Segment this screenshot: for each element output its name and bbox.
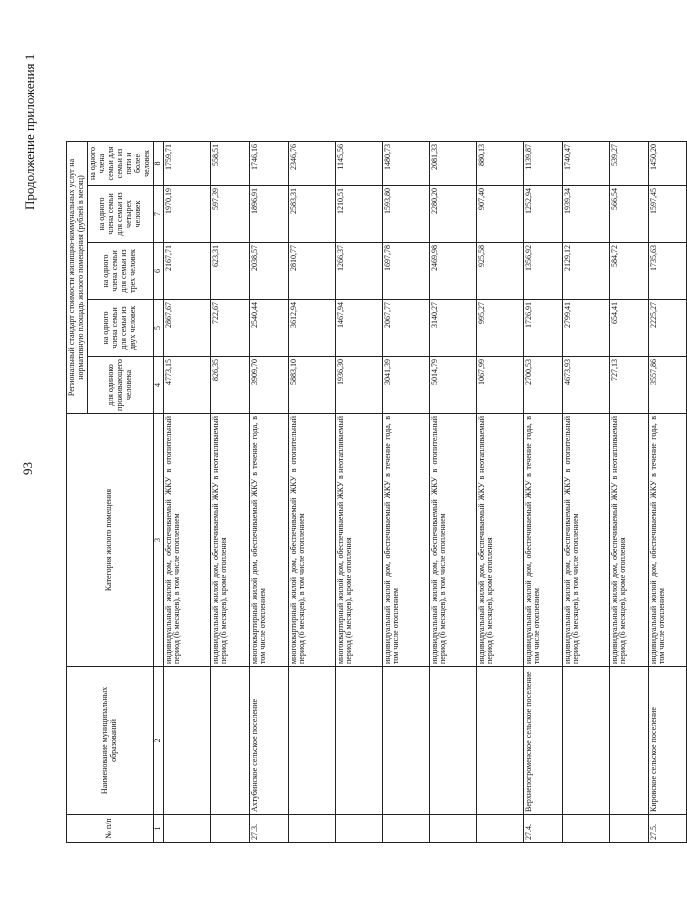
municipality-name-cell bbox=[210, 667, 249, 815]
cost-standard-table bbox=[66, 141, 687, 843]
category-cell: индивидуальный жилой дом, обеспечиваемый ЖКУ в течение года, в том числе отоплением bbox=[523, 414, 562, 667]
value-cell: 2810,77 bbox=[288, 243, 335, 300]
category-cell: индивидуальный жилой дом, обеспечиваемый ЖКУ в неотапливаемый период (6 месяцев), кроме отопления bbox=[210, 414, 249, 667]
category-cell: индивидуальный жилой дом, обеспечиваемый ЖКУ в отопительный период (6 месяцев), в том числе отоплением bbox=[429, 414, 476, 667]
value-cell: 3041,39 bbox=[382, 357, 429, 414]
value-cell: 2469,98 bbox=[429, 243, 476, 300]
value-cell: 2346,76 bbox=[288, 142, 335, 186]
value-cell: 4773,15 bbox=[163, 357, 210, 414]
value-cell: 2700,53 bbox=[523, 357, 562, 414]
value-cell: 1356,92 bbox=[523, 243, 562, 300]
value-cell: 995,27 bbox=[476, 300, 523, 357]
category-cell: индивидуальный жилой дом, обеспечиваемый ЖКУ в неотапливаемый период (6 месяцев), кроме отопления bbox=[609, 414, 648, 667]
value-cell: 2867,67 bbox=[163, 300, 210, 357]
table-body bbox=[163, 142, 686, 843]
index-cell: 3 bbox=[153, 414, 163, 667]
value-cell: 1450,20 bbox=[648, 142, 686, 186]
header-col4: для одиноко проживающего человека bbox=[87, 357, 153, 414]
value-cell: 1467,94 bbox=[335, 300, 382, 357]
value-cell: 3612,94 bbox=[288, 300, 335, 357]
value-cell: 2038,57 bbox=[249, 243, 288, 300]
value-cell: 654,41 bbox=[609, 300, 648, 357]
value-cell: 1726,91 bbox=[523, 300, 562, 357]
index-cell: 1 bbox=[153, 815, 163, 843]
value-cell: 1139,87 bbox=[523, 142, 562, 186]
value-cell: 4673,93 bbox=[562, 357, 609, 414]
value-cell: 558,51 bbox=[210, 142, 249, 186]
value-cell: 3909,70 bbox=[249, 357, 288, 414]
header-col8: на одного члена семьи для семьи из пяти и более человек bbox=[87, 142, 153, 186]
page-number: 93 bbox=[20, 462, 35, 475]
value-cell: 2583,31 bbox=[288, 186, 335, 243]
row-number-cell bbox=[163, 815, 210, 843]
municipality-name-cell bbox=[476, 667, 523, 815]
row-number-cell bbox=[562, 815, 609, 843]
row-number-cell bbox=[476, 815, 523, 843]
value-cell: 880,13 bbox=[476, 142, 523, 186]
value-cell: 2280,20 bbox=[429, 186, 476, 243]
municipality-name-cell bbox=[335, 667, 382, 815]
municipality-name-cell bbox=[429, 667, 476, 815]
value-cell: 1746,16 bbox=[249, 142, 288, 186]
index-cell: 7 bbox=[153, 186, 163, 243]
index-cell: 4 bbox=[153, 357, 163, 414]
value-cell: 1936,30 bbox=[335, 357, 382, 414]
value-cell: 1759,71 bbox=[163, 142, 210, 186]
table-row bbox=[609, 142, 648, 843]
value-cell: 566,54 bbox=[609, 186, 648, 243]
category-cell: индивидуальный жилой дом, обеспечиваемый ЖКУ в течение года, в том числе отоплением bbox=[382, 414, 429, 667]
value-cell: 3140,27 bbox=[429, 300, 476, 357]
index-cell: 6 bbox=[153, 243, 163, 300]
value-cell: 5883,10 bbox=[288, 357, 335, 414]
table-row bbox=[335, 142, 382, 843]
table-row bbox=[382, 142, 429, 843]
header-col6: на одного члена семьи для семьи из трех человек bbox=[87, 243, 153, 300]
table-row bbox=[523, 142, 562, 843]
value-cell: 925,58 bbox=[476, 243, 523, 300]
header-standard: Региональный стандарт стоимости жилищно-коммунальных услуг на нормативную площадь жилого помещения (рублей в месяц) bbox=[67, 142, 88, 414]
value-cell: 1252,94 bbox=[523, 186, 562, 243]
header-num: № п/п bbox=[67, 815, 154, 843]
row-number-cell bbox=[382, 815, 429, 843]
table-row bbox=[429, 142, 476, 843]
row-number-cell bbox=[210, 815, 249, 843]
table-row bbox=[562, 142, 609, 843]
value-cell: 2167,71 bbox=[163, 243, 210, 300]
value-cell: 907,40 bbox=[476, 186, 523, 243]
municipality-name-cell: Ахтубинское сельское поселение bbox=[249, 667, 288, 815]
value-cell: 2799,41 bbox=[562, 300, 609, 357]
value-cell: 3557,86 bbox=[648, 357, 686, 414]
value-cell: 1896,91 bbox=[249, 186, 288, 243]
category-cell: индивидуальный жилой дом, обеспечиваемый ЖКУ в отопительный период (6 месяцев), в том числе отоплением bbox=[163, 414, 210, 667]
value-cell: 5014,79 bbox=[429, 357, 476, 414]
category-cell: индивидуальный жилой дом, обеспечиваемый ЖКУ в отопительный период (6 месяцев), в том числе отоплением bbox=[562, 414, 609, 667]
row-number-cell: 27.3. bbox=[249, 815, 288, 843]
value-cell: 1597,45 bbox=[648, 186, 686, 243]
municipality-name-cell bbox=[609, 667, 648, 815]
header-col5: на одного члена семьи для семьи из двух человек bbox=[87, 300, 153, 357]
row-number-cell bbox=[288, 815, 335, 843]
municipality-name-cell bbox=[163, 667, 210, 815]
value-cell: 727,13 bbox=[609, 357, 648, 414]
value-cell: 1067,99 bbox=[476, 357, 523, 414]
table-row bbox=[648, 142, 686, 843]
category-cell: индивидуальный жилой дом, обеспечиваемый ЖКУ в течение года, в том числе отоплением bbox=[648, 414, 686, 667]
value-cell: 2129,12 bbox=[562, 243, 609, 300]
header-col7: на одного члена семьи для семьи из четырех человек bbox=[87, 186, 153, 243]
row-number-cell: 27.4. bbox=[523, 815, 562, 843]
value-cell: 2067,77 bbox=[382, 300, 429, 357]
municipality-name-cell bbox=[288, 667, 335, 815]
municipality-name-cell: Кировское сельское поселение bbox=[648, 667, 686, 815]
value-cell: 1266,37 bbox=[335, 243, 382, 300]
value-cell: 1480,73 bbox=[382, 142, 429, 186]
value-cell: 1697,78 bbox=[382, 243, 429, 300]
value-cell: 1740,47 bbox=[562, 142, 609, 186]
category-cell: индивидуальный жилой дом, обеспечиваемый ЖКУ в неотапливаемый период (6 месяцев), кроме отопления bbox=[476, 414, 523, 667]
value-cell: 539,27 bbox=[609, 142, 648, 186]
value-cell: 1939,34 bbox=[562, 186, 609, 243]
row-number-cell bbox=[609, 815, 648, 843]
table-row bbox=[210, 142, 249, 843]
column-index-row bbox=[153, 142, 163, 843]
continuation-label: Продолжение приложения 1 bbox=[22, 53, 37, 210]
row-number-cell bbox=[429, 815, 476, 843]
index-cell: 2 bbox=[153, 667, 163, 815]
value-cell: 2081,33 bbox=[429, 142, 476, 186]
row-number-cell: 27.5. bbox=[648, 815, 686, 843]
value-cell: 1593,80 bbox=[382, 186, 429, 243]
value-cell: 1145,56 bbox=[335, 142, 382, 186]
category-cell: многоквартирный жилой дом, обеспечиваемый ЖКУ в неотапливаемый период (6 месяцев), кроме отопления bbox=[335, 414, 382, 667]
table-row bbox=[163, 142, 210, 843]
municipality-name-cell bbox=[562, 667, 609, 815]
row-number-cell bbox=[335, 815, 382, 843]
value-cell: 623,31 bbox=[210, 243, 249, 300]
value-cell: 826,35 bbox=[210, 357, 249, 414]
municipality-name-cell bbox=[382, 667, 429, 815]
category-cell: многоквартирный жилой дом, обеспечиваемый ЖКУ в течение года, в том числе отоплением bbox=[249, 414, 288, 667]
header-category: Категория жилого помещения bbox=[67, 414, 154, 667]
value-cell: 1210,51 bbox=[335, 186, 382, 243]
table-row bbox=[476, 142, 523, 843]
table-row bbox=[288, 142, 335, 843]
table-row bbox=[249, 142, 288, 843]
value-cell: 1735,63 bbox=[648, 243, 686, 300]
category-cell: многоквартирный жилой дом, обеспечиваемый ЖКУ в отопительный период (6 месяцев), в том числе отоплением bbox=[288, 414, 335, 667]
index-cell: 8 bbox=[153, 142, 163, 186]
index-cell: 5 bbox=[153, 300, 163, 357]
value-cell: 1970,19 bbox=[163, 186, 210, 243]
value-cell: 2225,27 bbox=[648, 300, 686, 357]
value-cell: 2540,44 bbox=[249, 300, 288, 357]
municipality-name-cell: Верхнепогроменское сельское поселение bbox=[523, 667, 562, 815]
header-name: Наименование муниципальных образований bbox=[67, 667, 154, 815]
value-cell: 597,39 bbox=[210, 186, 249, 243]
value-cell: 584,72 bbox=[609, 243, 648, 300]
value-cell: 722,67 bbox=[210, 300, 249, 357]
